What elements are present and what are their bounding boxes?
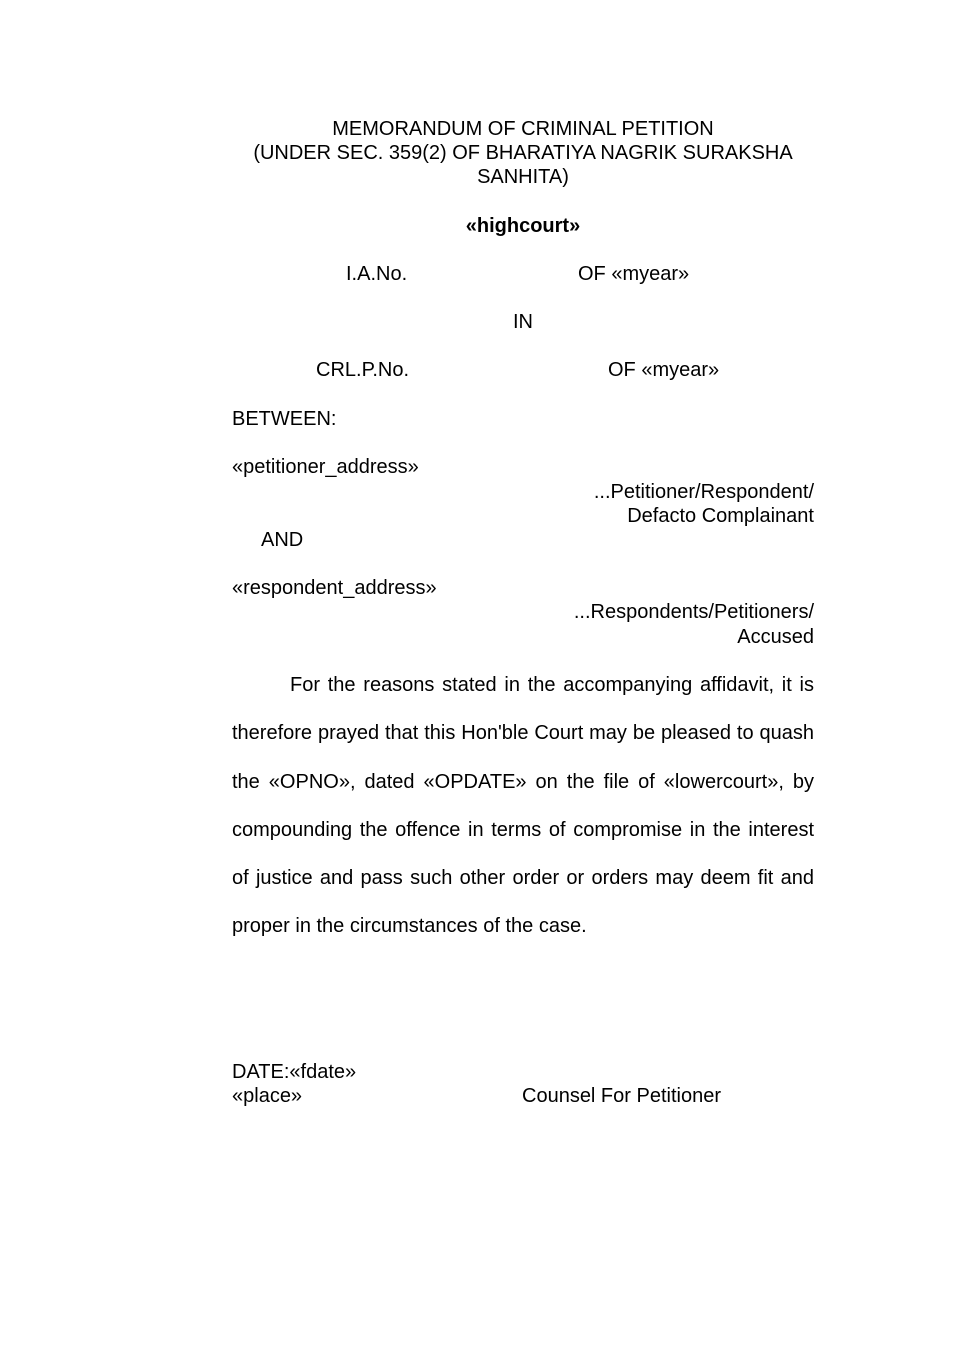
respondent-address: «respondent_address» (232, 577, 437, 599)
respondent-role-line-2: Accused (737, 626, 814, 648)
in-label: IN (513, 311, 533, 333)
title-line-1: MEMORANDUM OF CRIMINAL PETITION (332, 118, 714, 140)
counsel-signature-label: Counsel For Petitioner (522, 1085, 721, 1107)
court-name: «highcourt» (465, 215, 581, 237)
crl-petition-year: OF «myear» (608, 359, 720, 381)
petitioner-role-line-1: ...Petitioner/Respondent/ (593, 481, 814, 503)
filing-date: DATE:«fdate» (232, 1061, 357, 1083)
crl-petition-number-label: CRL.P.No. (316, 359, 410, 381)
and-label: AND (261, 529, 304, 551)
ia-number-label: I.A.No. (346, 263, 408, 285)
respondent-role-line-1: ...Respondents/Petitioners/ (573, 601, 814, 623)
filing-place: «place» (232, 1085, 303, 1107)
prayer-paragraph: For the reasons stated in the accompanying affidavit, it is therefore prayed that this Hon'ble Court may be pleased to quash the «OPNO», dated «OPDATE» on the file of «lowercourt», by compounding the offence in terms of compromise in the interest of justice and pass such other order or orders may deem fit and proper in the circumstances of the case. (232, 674, 814, 938)
title-line-2: (UNDER SEC. 359(2) OF BHARATIYA NAGRIK SURAKSHA (253, 142, 793, 164)
petitioner-address: «petitioner_address» (232, 456, 419, 478)
between-label: BETWEEN: (232, 408, 337, 430)
petitioner-role-line-2: Defacto Complainant (627, 505, 814, 527)
title-line-3: SANHITA) (477, 166, 569, 188)
ia-year: OF «myear» (578, 263, 690, 285)
